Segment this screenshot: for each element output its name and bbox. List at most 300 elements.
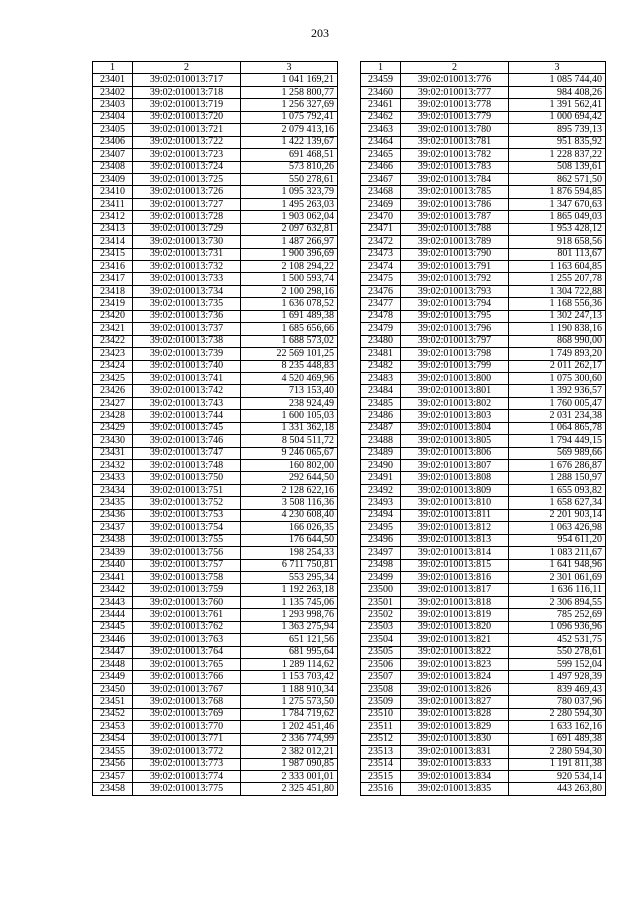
cadastral-number-cell: 39:02:010013:754 xyxy=(133,522,241,534)
value-cell: 599 152,04 xyxy=(509,659,606,671)
value-cell: 1 636 116,11 xyxy=(509,584,606,596)
value-cell: 1 153 703,42 xyxy=(241,671,338,683)
table-row xyxy=(93,571,338,583)
row-number-cell: 23407 xyxy=(93,149,133,161)
row-number-cell: 23494 xyxy=(361,509,401,521)
cadastral-number-cell: 39:02:010013:782 xyxy=(401,149,509,161)
table-row xyxy=(93,360,338,372)
cadastral-number-cell: 39:02:010013:788 xyxy=(401,223,509,235)
row-number-cell: 23410 xyxy=(93,186,133,198)
table-row xyxy=(361,435,606,447)
value-cell: 1 258 800,77 xyxy=(241,86,338,98)
cadastral-number-cell: 39:02:010013:805 xyxy=(401,435,509,447)
cadastral-number-cell: 39:02:010013:767 xyxy=(133,683,241,695)
cadastral-number-cell: 39:02:010013:781 xyxy=(401,136,509,148)
value-cell: 1 749 893,20 xyxy=(509,348,606,360)
table-row xyxy=(361,683,606,695)
table-row xyxy=(361,571,606,583)
row-number-cell: 23442 xyxy=(93,584,133,596)
row-number-cell: 23471 xyxy=(361,223,401,235)
value-cell: 2 031 234,38 xyxy=(509,410,606,422)
cadastral-number-cell: 39:02:010013:801 xyxy=(401,385,509,397)
cadastral-number-cell: 39:02:010013:819 xyxy=(401,609,509,621)
table-row xyxy=(93,497,338,509)
value-cell: 3 508 116,36 xyxy=(241,497,338,509)
value-cell: 1 288 150,97 xyxy=(509,472,606,484)
cadastral-number-cell: 39:02:010013:756 xyxy=(133,547,241,559)
row-number-cell: 23499 xyxy=(361,571,401,583)
cadastral-number-cell: 39:02:010013:828 xyxy=(401,708,509,720)
value-cell: 2 280 594,30 xyxy=(509,708,606,720)
row-number-cell: 23472 xyxy=(361,236,401,248)
table-row xyxy=(93,746,338,758)
table-row xyxy=(361,99,606,111)
cadastral-number-cell: 39:02:010013:761 xyxy=(133,609,241,621)
row-number-cell: 23427 xyxy=(93,397,133,409)
cadastral-number-cell: 39:02:010013:820 xyxy=(401,621,509,633)
table-row xyxy=(93,783,338,795)
cadastral-number-cell: 39:02:010013:765 xyxy=(133,659,241,671)
row-number-cell: 23430 xyxy=(93,435,133,447)
row-number-cell: 23438 xyxy=(93,534,133,546)
row-number-cell: 23455 xyxy=(93,746,133,758)
row-number-cell: 23405 xyxy=(93,124,133,136)
cadastral-number-cell: 39:02:010013:814 xyxy=(401,547,509,559)
value-cell: 6 711 750,81 xyxy=(241,559,338,571)
row-number-cell: 23439 xyxy=(93,547,133,559)
value-cell: 9 246 065,67 xyxy=(241,447,338,459)
table-row xyxy=(93,186,338,198)
row-number-cell: 23493 xyxy=(361,497,401,509)
value-cell: 1 331 362,18 xyxy=(241,422,338,434)
table-row xyxy=(93,721,338,733)
value-cell: 1 289 114,62 xyxy=(241,659,338,671)
row-number-cell: 23416 xyxy=(93,261,133,273)
row-number-cell: 23486 xyxy=(361,410,401,422)
table-row xyxy=(93,646,338,658)
cadastral-number-cell: 39:02:010013:729 xyxy=(133,223,241,235)
row-number-cell: 23433 xyxy=(93,472,133,484)
value-cell: 1 135 745,06 xyxy=(241,596,338,608)
column-header: 2 xyxy=(401,62,509,74)
table-row xyxy=(93,298,338,310)
table-row xyxy=(361,124,606,136)
column-header: 1 xyxy=(93,62,133,74)
table-row xyxy=(361,173,606,185)
cadastral-number-cell: 39:02:010013:826 xyxy=(401,683,509,695)
row-number-cell: 23435 xyxy=(93,497,133,509)
value-cell: 868 990,00 xyxy=(509,335,606,347)
data-table-right xyxy=(360,61,606,796)
row-number-cell: 23512 xyxy=(361,733,401,745)
table-row xyxy=(93,621,338,633)
table-row xyxy=(93,385,338,397)
table-row xyxy=(361,509,606,521)
value-cell: 1 063 426,98 xyxy=(509,522,606,534)
value-cell: 951 835,92 xyxy=(509,136,606,148)
value-cell: 862 571,50 xyxy=(509,173,606,185)
table-row xyxy=(93,310,338,322)
row-number-cell: 23449 xyxy=(93,671,133,683)
table-row xyxy=(361,634,606,646)
value-cell: 1 096 936,96 xyxy=(509,621,606,633)
cadastral-number-cell: 39:02:010013:736 xyxy=(133,310,241,322)
table-row xyxy=(361,646,606,658)
cadastral-number-cell: 39:02:010013:727 xyxy=(133,198,241,210)
table-row xyxy=(93,460,338,472)
cadastral-number-cell: 39:02:010013:796 xyxy=(401,323,509,335)
table-row xyxy=(93,609,338,621)
cadastral-number-cell: 39:02:010013:787 xyxy=(401,211,509,223)
column-header: 3 xyxy=(509,62,606,74)
value-cell: 550 278,61 xyxy=(241,173,338,185)
cadastral-number-cell: 39:02:010013:790 xyxy=(401,248,509,260)
table-row xyxy=(361,285,606,297)
cadastral-number-cell: 39:02:010013:778 xyxy=(401,99,509,111)
table-row xyxy=(361,298,606,310)
value-cell: 573 810,26 xyxy=(241,161,338,173)
table-row xyxy=(93,696,338,708)
table-row xyxy=(361,422,606,434)
table-header-row xyxy=(93,62,338,74)
table-row xyxy=(361,609,606,621)
table-row xyxy=(93,447,338,459)
table-row xyxy=(361,534,606,546)
row-number-cell: 23403 xyxy=(93,99,133,111)
value-cell: 1 163 604,85 xyxy=(509,261,606,273)
cadastral-number-cell: 39:02:010013:808 xyxy=(401,472,509,484)
row-number-cell: 23451 xyxy=(93,696,133,708)
row-number-cell: 23443 xyxy=(93,596,133,608)
cadastral-number-cell: 39:02:010013:803 xyxy=(401,410,509,422)
row-number-cell: 23513 xyxy=(361,746,401,758)
table-row xyxy=(93,584,338,596)
row-number-cell: 23478 xyxy=(361,310,401,322)
cadastral-number-cell: 39:02:010013:722 xyxy=(133,136,241,148)
table-row xyxy=(361,770,606,782)
row-number-cell: 23496 xyxy=(361,534,401,546)
row-number-cell: 23508 xyxy=(361,683,401,695)
value-cell: 801 113,67 xyxy=(509,248,606,260)
value-cell: 2 325 451,80 xyxy=(241,783,338,795)
table-row xyxy=(93,149,338,161)
table-row xyxy=(361,733,606,745)
value-cell: 691 468,51 xyxy=(241,149,338,161)
value-cell: 1 760 005,47 xyxy=(509,397,606,409)
table-row xyxy=(361,746,606,758)
row-number-cell: 23411 xyxy=(93,198,133,210)
table-row xyxy=(361,186,606,198)
cadastral-number-cell: 39:02:010013:795 xyxy=(401,310,509,322)
row-number-cell: 23482 xyxy=(361,360,401,372)
value-cell: 1 083 211,67 xyxy=(509,547,606,559)
row-number-cell: 23402 xyxy=(93,86,133,98)
cadastral-number-cell: 39:02:010013:730 xyxy=(133,236,241,248)
value-cell: 1 041 169,21 xyxy=(241,74,338,86)
value-cell: 785 252,69 xyxy=(509,609,606,621)
row-number-cell: 23414 xyxy=(93,236,133,248)
value-cell: 1 064 865,78 xyxy=(509,422,606,434)
row-number-cell: 23497 xyxy=(361,547,401,559)
value-cell: 2 108 294,22 xyxy=(241,261,338,273)
cadastral-number-cell: 39:02:010013:822 xyxy=(401,646,509,658)
value-cell: 1 685 656,66 xyxy=(241,323,338,335)
value-cell: 1 347 670,63 xyxy=(509,198,606,210)
value-cell: 1 392 936,57 xyxy=(509,385,606,397)
row-number-cell: 23463 xyxy=(361,124,401,136)
table-row xyxy=(361,397,606,409)
value-cell: 1 865 049,03 xyxy=(509,211,606,223)
table-row xyxy=(93,111,338,123)
cadastral-number-cell: 39:02:010013:758 xyxy=(133,571,241,583)
table-row xyxy=(361,671,606,683)
cadastral-number-cell: 39:02:010013:771 xyxy=(133,733,241,745)
cadastral-number-cell: 39:02:010013:793 xyxy=(401,285,509,297)
row-number-cell: 23452 xyxy=(93,708,133,720)
table-row xyxy=(93,261,338,273)
row-number-cell: 23501 xyxy=(361,596,401,608)
row-number-cell: 23408 xyxy=(93,161,133,173)
row-number-cell: 23415 xyxy=(93,248,133,260)
value-cell: 1 293 998,76 xyxy=(241,609,338,621)
row-number-cell: 23505 xyxy=(361,646,401,658)
row-number-cell: 23515 xyxy=(361,770,401,782)
row-number-cell: 23436 xyxy=(93,509,133,521)
table-row xyxy=(361,198,606,210)
cadastral-number-cell: 39:02:010013:762 xyxy=(133,621,241,633)
row-number-cell: 23418 xyxy=(93,285,133,297)
row-number-cell: 23465 xyxy=(361,149,401,161)
value-cell: 166 026,35 xyxy=(241,522,338,534)
value-cell: 238 924,49 xyxy=(241,397,338,409)
row-number-cell: 23422 xyxy=(93,335,133,347)
row-number-cell: 23507 xyxy=(361,671,401,683)
table-row xyxy=(93,248,338,260)
value-cell: 8 504 511,72 xyxy=(241,435,338,447)
cadastral-number-cell: 39:02:010013:748 xyxy=(133,460,241,472)
cadastral-number-cell: 39:02:010013:734 xyxy=(133,285,241,297)
row-number-cell: 23514 xyxy=(361,758,401,770)
cadastral-number-cell: 39:02:010013:738 xyxy=(133,335,241,347)
row-number-cell: 23480 xyxy=(361,335,401,347)
table-row xyxy=(93,758,338,770)
cadastral-number-cell: 39:02:010013:772 xyxy=(133,746,241,758)
table-row xyxy=(93,770,338,782)
table-row xyxy=(361,708,606,720)
cadastral-number-cell: 39:02:010013:775 xyxy=(133,783,241,795)
value-cell: 1 953 428,12 xyxy=(509,223,606,235)
table-row xyxy=(361,335,606,347)
table-row xyxy=(361,484,606,496)
table-row xyxy=(93,323,338,335)
row-number-cell: 23504 xyxy=(361,634,401,646)
value-cell: 2 011 262,17 xyxy=(509,360,606,372)
row-number-cell: 23473 xyxy=(361,248,401,260)
row-number-cell: 23502 xyxy=(361,609,401,621)
value-cell: 1 784 719,62 xyxy=(241,708,338,720)
value-cell: 1 255 207,78 xyxy=(509,273,606,285)
row-number-cell: 23457 xyxy=(93,770,133,782)
table-row xyxy=(93,236,338,248)
cadastral-number-cell: 39:02:010013:823 xyxy=(401,659,509,671)
data-table-left xyxy=(92,61,338,796)
cadastral-number-cell: 39:02:010013:773 xyxy=(133,758,241,770)
row-number-cell: 23458 xyxy=(93,783,133,795)
value-cell: 1 095 323,79 xyxy=(241,186,338,198)
cadastral-number-cell: 39:02:010013:750 xyxy=(133,472,241,484)
row-number-cell: 23437 xyxy=(93,522,133,534)
cadastral-number-cell: 39:02:010013:804 xyxy=(401,422,509,434)
row-number-cell: 23479 xyxy=(361,323,401,335)
row-number-cell: 23500 xyxy=(361,584,401,596)
cadastral-number-cell: 39:02:010013:829 xyxy=(401,721,509,733)
row-number-cell: 23412 xyxy=(93,211,133,223)
row-number-cell: 23484 xyxy=(361,385,401,397)
value-cell: 1 422 139,67 xyxy=(241,136,338,148)
table-row xyxy=(361,236,606,248)
value-cell: 2 336 774,99 xyxy=(241,733,338,745)
table-row xyxy=(361,721,606,733)
table-row xyxy=(361,584,606,596)
table-row xyxy=(361,74,606,86)
table-row xyxy=(93,74,338,86)
value-cell: 2 301 061,69 xyxy=(509,571,606,583)
cadastral-number-cell: 39:02:010013:728 xyxy=(133,211,241,223)
row-number-cell: 23469 xyxy=(361,198,401,210)
row-number-cell: 23434 xyxy=(93,484,133,496)
row-number-cell: 23491 xyxy=(361,472,401,484)
table-row xyxy=(93,211,338,223)
cadastral-number-cell: 39:02:010013:776 xyxy=(401,74,509,86)
row-number-cell: 23413 xyxy=(93,223,133,235)
cadastral-number-cell: 39:02:010013:766 xyxy=(133,671,241,683)
row-number-cell: 23510 xyxy=(361,708,401,720)
value-cell: 1 691 489,38 xyxy=(509,733,606,745)
table-row xyxy=(93,335,338,347)
value-cell: 1 497 928,39 xyxy=(509,671,606,683)
cadastral-number-cell: 39:02:010013:721 xyxy=(133,124,241,136)
row-number-cell: 23417 xyxy=(93,273,133,285)
cadastral-number-cell: 39:02:010013:739 xyxy=(133,348,241,360)
value-cell: 2 128 622,16 xyxy=(241,484,338,496)
row-number-cell: 23440 xyxy=(93,559,133,571)
table-row xyxy=(361,596,606,608)
row-number-cell: 23426 xyxy=(93,385,133,397)
row-number-cell: 23409 xyxy=(93,173,133,185)
table-row xyxy=(361,659,606,671)
value-cell: 681 995,64 xyxy=(241,646,338,658)
value-cell: 1 188 910,34 xyxy=(241,683,338,695)
cadastral-number-cell: 39:02:010013:816 xyxy=(401,571,509,583)
value-cell: 1 302 247,13 xyxy=(509,310,606,322)
cadastral-number-cell: 39:02:010013:719 xyxy=(133,99,241,111)
table-row xyxy=(361,472,606,484)
value-cell: 508 139,61 xyxy=(509,161,606,173)
value-cell: 1 900 396,69 xyxy=(241,248,338,260)
value-cell: 1 391 562,41 xyxy=(509,99,606,111)
value-cell: 2 079 413,16 xyxy=(241,124,338,136)
table-row xyxy=(361,261,606,273)
row-number-cell: 23404 xyxy=(93,111,133,123)
value-cell: 1 636 078,52 xyxy=(241,298,338,310)
value-cell: 4 230 608,40 xyxy=(241,509,338,521)
row-number-cell: 23445 xyxy=(93,621,133,633)
cadastral-number-cell: 39:02:010013:757 xyxy=(133,559,241,571)
cadastral-number-cell: 39:02:010013:797 xyxy=(401,335,509,347)
cadastral-number-cell: 39:02:010013:798 xyxy=(401,348,509,360)
table-row xyxy=(93,86,338,98)
cadastral-number-cell: 39:02:010013:742 xyxy=(133,385,241,397)
value-cell: 2 306 894,55 xyxy=(509,596,606,608)
cadastral-number-cell: 39:02:010013:833 xyxy=(401,758,509,770)
table-row xyxy=(93,484,338,496)
cadastral-number-cell: 39:02:010013:792 xyxy=(401,273,509,285)
value-cell: 920 534,14 xyxy=(509,770,606,782)
cadastral-number-cell: 39:02:010013:802 xyxy=(401,397,509,409)
cadastral-number-cell: 39:02:010013:717 xyxy=(133,74,241,86)
row-number-cell: 23453 xyxy=(93,721,133,733)
value-cell: 1 075 300,60 xyxy=(509,372,606,384)
value-cell: 2 201 903,14 xyxy=(509,509,606,521)
column-header: 3 xyxy=(241,62,338,74)
row-number-cell: 23511 xyxy=(361,721,401,733)
table-row xyxy=(93,671,338,683)
cadastral-number-cell: 39:02:010013:720 xyxy=(133,111,241,123)
table-row xyxy=(361,447,606,459)
table-row xyxy=(93,397,338,409)
table-row xyxy=(93,733,338,745)
row-number-cell: 23495 xyxy=(361,522,401,534)
table-row xyxy=(93,223,338,235)
value-cell: 1 228 837,22 xyxy=(509,149,606,161)
row-number-cell: 23448 xyxy=(93,659,133,671)
cadastral-number-cell: 39:02:010013:732 xyxy=(133,261,241,273)
value-cell: 22 569 101,25 xyxy=(241,348,338,360)
cadastral-number-cell: 39:02:010013:752 xyxy=(133,497,241,509)
table-row xyxy=(361,86,606,98)
value-cell: 1 658 627,34 xyxy=(509,497,606,509)
value-cell: 918 658,56 xyxy=(509,236,606,248)
cadastral-number-cell: 39:02:010013:807 xyxy=(401,460,509,472)
table-row xyxy=(361,522,606,534)
value-cell: 713 153,40 xyxy=(241,385,338,397)
table-row xyxy=(361,323,606,335)
table-row xyxy=(361,372,606,384)
table-row xyxy=(361,273,606,285)
cadastral-number-cell: 39:02:010013:725 xyxy=(133,173,241,185)
table-row xyxy=(361,696,606,708)
table-row xyxy=(93,285,338,297)
row-number-cell: 23506 xyxy=(361,659,401,671)
table-row xyxy=(93,534,338,546)
row-number-cell: 23492 xyxy=(361,484,401,496)
table-row xyxy=(361,497,606,509)
value-cell: 2 097 632,81 xyxy=(241,223,338,235)
row-number-cell: 23444 xyxy=(93,609,133,621)
row-number-cell: 23468 xyxy=(361,186,401,198)
row-number-cell: 23428 xyxy=(93,410,133,422)
row-number-cell: 23456 xyxy=(93,758,133,770)
row-number-cell: 23459 xyxy=(361,74,401,86)
value-cell: 1 794 449,15 xyxy=(509,435,606,447)
cadastral-number-cell: 39:02:010013:813 xyxy=(401,534,509,546)
row-number-cell: 23420 xyxy=(93,310,133,322)
row-number-cell: 23516 xyxy=(361,783,401,795)
table-row xyxy=(93,198,338,210)
table-row xyxy=(93,435,338,447)
cadastral-number-cell: 39:02:010013:794 xyxy=(401,298,509,310)
cadastral-number-cell: 39:02:010013:780 xyxy=(401,124,509,136)
